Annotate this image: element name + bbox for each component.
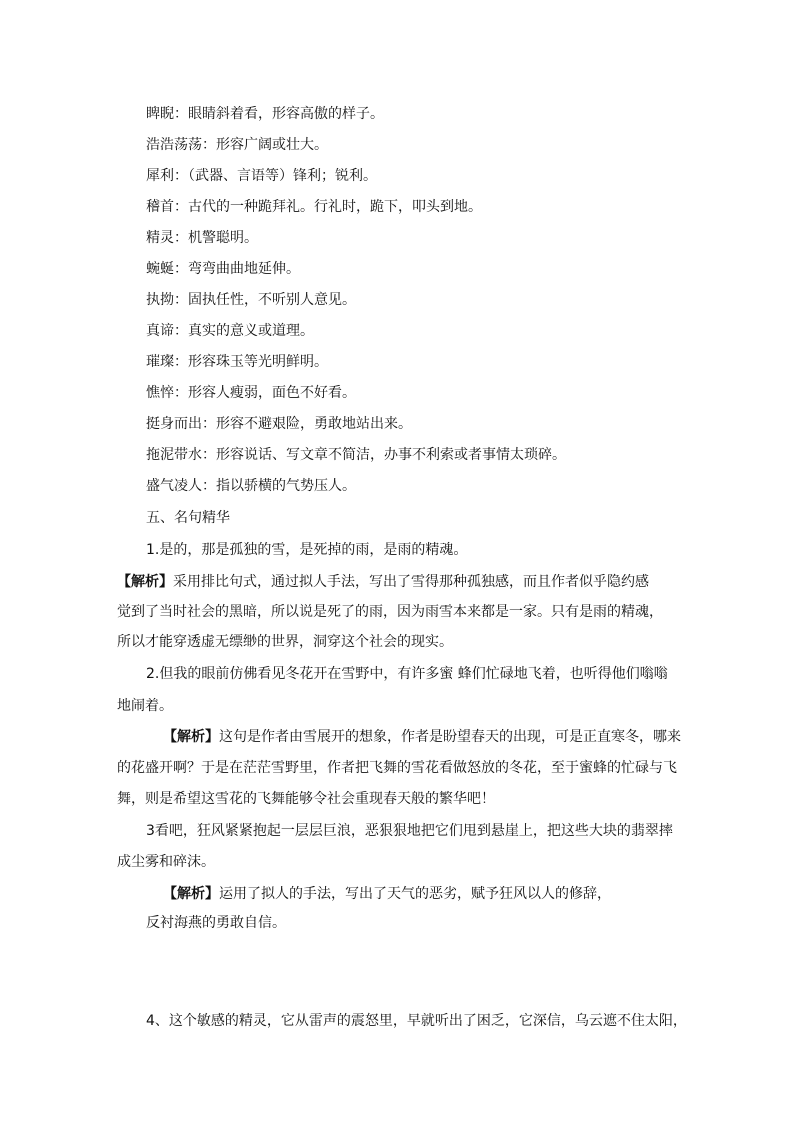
analysis-tag: 【解析】 bbox=[163, 886, 219, 902]
vocab-item: 璀璨：形容珠玉等光明鲜明。 bbox=[146, 354, 328, 370]
vocab-term: 睥睨 bbox=[146, 106, 174, 122]
analysis-2-line: 的花盛开啊？于是在茫茫雪野里，作者把飞舞的雪花看做怒放的冬花，至于蜜蜂的忙碌与飞 bbox=[117, 760, 677, 776]
section-title: 五、名句精华 bbox=[146, 510, 230, 526]
vocab-term: 挺身而出 bbox=[146, 416, 202, 432]
quote-3: 3看吧，狂风紧紧抱起一层层巨浪，恶狠狠地把它们甩到悬崖上，把这些大块的翡翠摔 bbox=[146, 823, 673, 839]
analysis-3-line: 反衬海燕的勇敢自信。 bbox=[146, 915, 286, 931]
analysis-2: 【解析】这句是作者由雪展开的想象，作者是盼望春天的出现，可是正直寒冬，哪来 bbox=[163, 729, 681, 745]
vocab-def: 弯弯曲曲地延伸。 bbox=[188, 261, 300, 277]
vocab-def: 形容人瘦弱，面色不好看。 bbox=[188, 385, 356, 401]
analysis-2-line: 舞，则是希望这雪花的飞舞能够令社会重现春天般的繁华吧！ bbox=[117, 791, 495, 807]
vocab-def: 真实的意义或道理。 bbox=[188, 323, 314, 339]
vocab-def: 古代的一种跪拜礼。行礼时，跪下，叩头到地。 bbox=[188, 199, 482, 215]
vocab-def: 机警聪明。 bbox=[188, 230, 258, 246]
vocab-term: 拖泥带水 bbox=[146, 447, 202, 463]
quote-3-line: 成尘雾和碎沫。 bbox=[117, 854, 215, 870]
analysis-3: 【解析】运用了拟人的手法，写出了天气的恶劣，赋予狂风以人的修辞， bbox=[163, 886, 611, 902]
vocab-term: 执拗 bbox=[146, 292, 174, 308]
vocab-item: 执拗：固执任性，不听别人意见。 bbox=[146, 292, 356, 308]
vocab-term: 稽首 bbox=[146, 199, 174, 215]
quote-2: 2.但我的眼前仿佛看见冬花开在雪野中，有许多蜜 蜂们忙碌地飞着，也听得他们嗡嗡 bbox=[146, 666, 668, 682]
vocab-item: 憔悴：形容人瘦弱，面色不好看。 bbox=[146, 385, 356, 401]
analysis-1-line: 觉到了当时社会的黑暗，所以说是死了的雨，因为雨雪本来都是一家。只有是雨的精魂， bbox=[117, 604, 663, 620]
vocab-item: 稽首：古代的一种跪拜礼。行礼时，跪下，叩头到地。 bbox=[146, 199, 482, 215]
vocab-term: 璀璨 bbox=[146, 354, 174, 370]
vocab-term: 真谛 bbox=[146, 323, 174, 339]
vocab-def: 形容广阔或壮大。 bbox=[216, 137, 328, 153]
vocab-item: 挺身而出：形容不避艰险，勇敢地站出来。 bbox=[146, 416, 412, 432]
quote-2-line: 地闹着。 bbox=[117, 698, 173, 714]
vocab-term: 盛气凌人 bbox=[146, 478, 202, 494]
vocab-item: 犀利：（武器、言语等）锋利；锐利。 bbox=[146, 168, 377, 184]
vocab-item: 浩浩荡荡：形容广阔或壮大。 bbox=[146, 137, 328, 153]
vocab-item: 精灵：机警聪明。 bbox=[146, 230, 258, 246]
vocab-def: 形容珠玉等光明鲜明。 bbox=[188, 354, 328, 370]
analysis-tag: 【解析】 bbox=[163, 729, 219, 745]
analysis-1: 【解析】采用排比句式，通过拟人手法，写出了雪得那种孤独感，而且作者似乎隐约感 bbox=[117, 574, 649, 590]
vocab-item: 拖泥带水：形容说话、写文章不简洁，办事不利索或者事情太琐碎。 bbox=[146, 447, 566, 463]
vocab-def: 形容不避艰险，勇敢地站出来。 bbox=[216, 416, 412, 432]
vocab-term: 憔悴 bbox=[146, 385, 174, 401]
vocab-def: （武器、言语等）锋利；锐利。 bbox=[188, 168, 377, 184]
vocab-item: 睥睨：眼睛斜着看，形容高傲的样子。 bbox=[146, 106, 384, 122]
vocab-item: 真谛：真实的意义或道理。 bbox=[146, 323, 314, 339]
analysis-tag: 【解析】 bbox=[117, 574, 173, 590]
vocab-def: 固执任性，不听别人意见。 bbox=[188, 292, 356, 308]
vocab-item: 蜿蜒：弯弯曲曲地延伸。 bbox=[146, 261, 300, 277]
vocab-term: 浩浩荡荡 bbox=[146, 137, 202, 153]
vocab-def: 形容说话、写文章不简洁，办事不利索或者事情太琐碎。 bbox=[216, 447, 566, 463]
vocab-item: 盛气凌人：指以骄横的气势压人。 bbox=[146, 478, 356, 494]
vocab-def: 指以骄横的气势压人。 bbox=[216, 478, 356, 494]
vocab-def: 眼睛斜着看，形容高傲的样子。 bbox=[188, 106, 384, 122]
vocab-term: 蜿蜒 bbox=[146, 261, 174, 277]
quote-4: 4、这个敏感的精灵，它从雷声的震怒里，早就听出了困乏，它深信，乌云遮不住太阳， bbox=[146, 1013, 687, 1029]
vocab-term: 精灵 bbox=[146, 230, 174, 246]
vocab-term: 犀利 bbox=[146, 168, 174, 184]
analysis-1-line: 所以才能穿透虚无缥缈的世界，洞穿这个社会的现实。 bbox=[117, 634, 453, 650]
quote-1: 1.是的，那是孤独的雪，是死掉的雨，是雨的精魂。 bbox=[146, 542, 468, 558]
